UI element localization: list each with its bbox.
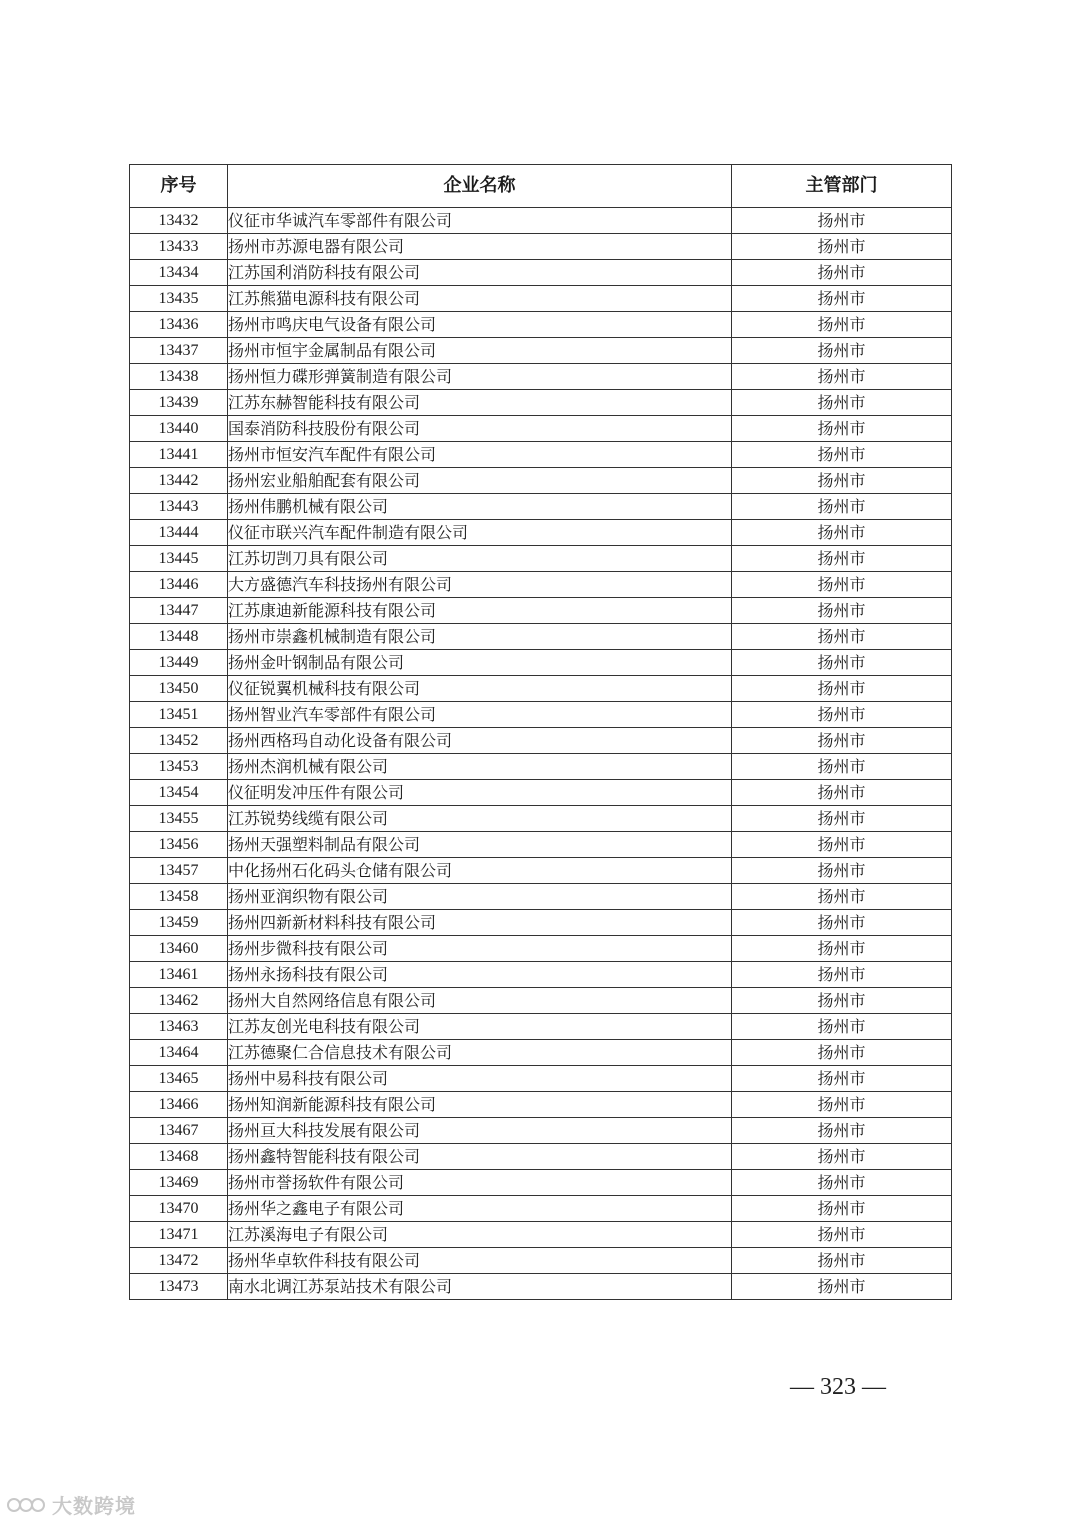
table-row [130, 442, 952, 468]
cell-enterprise-name: 扬州鑫特智能科技有限公司 [228, 1144, 732, 1170]
cell-serial-number: 13439 [130, 390, 228, 416]
cell-serial-number: 13457 [130, 858, 228, 884]
cell-department: 扬州市 [732, 1144, 952, 1170]
cell-serial-number: 13453 [130, 754, 228, 780]
table-row [130, 390, 952, 416]
cell-enterprise-name: 国泰消防科技股份有限公司 [228, 416, 732, 442]
table-row [130, 780, 952, 806]
cell-department: 扬州市 [732, 650, 952, 676]
cell-enterprise-name: 扬州杰润机械有限公司 [228, 754, 732, 780]
cell-serial-number: 13432 [130, 208, 228, 234]
cell-enterprise-name: 扬州华卓软件科技有限公司 [228, 1248, 732, 1274]
cell-enterprise-name: 仪征市华诚汽车零部件有限公司 [228, 208, 732, 234]
cell-department: 扬州市 [732, 624, 952, 650]
table-row [130, 468, 952, 494]
cell-serial-number: 13435 [130, 286, 228, 312]
table-row [130, 364, 952, 390]
cell-enterprise-name: 扬州市苏源电器有限公司 [228, 234, 732, 260]
cell-serial-number: 13473 [130, 1274, 228, 1300]
table-row [130, 1092, 952, 1118]
table-row [130, 338, 952, 364]
cell-department: 扬州市 [732, 546, 952, 572]
cell-serial-number: 13455 [130, 806, 228, 832]
table-row [130, 286, 952, 312]
table-row [130, 1118, 952, 1144]
cell-serial-number: 13438 [130, 364, 228, 390]
table-row [130, 884, 952, 910]
cell-serial-number: 13471 [130, 1222, 228, 1248]
cell-serial-number: 13472 [130, 1248, 228, 1274]
cell-department: 扬州市 [732, 364, 952, 390]
table-row [130, 1196, 952, 1222]
table-row [130, 702, 952, 728]
cell-department: 扬州市 [732, 676, 952, 702]
enterprise-table [129, 164, 952, 1300]
cell-serial-number: 13461 [130, 962, 228, 988]
cell-department: 扬州市 [732, 1118, 952, 1144]
cell-department: 扬州市 [732, 754, 952, 780]
cell-enterprise-name: 江苏溪海电子有限公司 [228, 1222, 732, 1248]
cell-department: 扬州市 [732, 1092, 952, 1118]
cell-department: 扬州市 [732, 416, 952, 442]
cell-serial-number: 13451 [130, 702, 228, 728]
table-row [130, 650, 952, 676]
cell-enterprise-name: 江苏锐势线缆有限公司 [228, 806, 732, 832]
table-row [130, 676, 952, 702]
cell-enterprise-name: 扬州市鸣庆电气设备有限公司 [228, 312, 732, 338]
cell-serial-number: 13460 [130, 936, 228, 962]
cell-department: 扬州市 [732, 598, 952, 624]
cell-serial-number: 13464 [130, 1040, 228, 1066]
cell-department: 扬州市 [732, 1066, 952, 1092]
cell-enterprise-name: 扬州华之鑫电子有限公司 [228, 1196, 732, 1222]
cell-department: 扬州市 [732, 780, 952, 806]
table-row [130, 1170, 952, 1196]
cell-enterprise-name: 扬州大自然网络信息有限公司 [228, 988, 732, 1014]
cell-enterprise-name: 江苏切剀刀具有限公司 [228, 546, 732, 572]
cell-serial-number: 13448 [130, 624, 228, 650]
table-row [130, 260, 952, 286]
table-header [130, 165, 952, 208]
cell-enterprise-name: 大方盛德汽车科技扬州有限公司 [228, 572, 732, 598]
cell-serial-number: 13452 [130, 728, 228, 754]
header-serial-number: 序号 [130, 165, 228, 208]
page-number: — 323 — [790, 1374, 886, 1400]
table-row [130, 598, 952, 624]
table-row [130, 624, 952, 650]
header-department: 主管部门 [732, 165, 952, 208]
cell-department: 扬州市 [732, 572, 952, 598]
cell-serial-number: 13442 [130, 468, 228, 494]
cell-enterprise-name: 扬州智业汽车零部件有限公司 [228, 702, 732, 728]
header-enterprise-name: 企业名称 [228, 165, 732, 208]
cell-enterprise-name: 仪征明发冲压件有限公司 [228, 780, 732, 806]
table-row [130, 520, 952, 546]
cell-department: 扬州市 [732, 260, 952, 286]
cell-serial-number: 13463 [130, 1014, 228, 1040]
cell-serial-number: 13462 [130, 988, 228, 1014]
cell-department: 扬州市 [732, 1274, 952, 1300]
table-row [130, 806, 952, 832]
cell-department: 扬州市 [732, 1248, 952, 1274]
cell-department: 扬州市 [732, 858, 952, 884]
cell-serial-number: 13445 [130, 546, 228, 572]
cell-serial-number: 13440 [130, 416, 228, 442]
cell-department: 扬州市 [732, 1196, 952, 1222]
cell-serial-number: 13458 [130, 884, 228, 910]
cell-enterprise-name: 江苏友创光电科技有限公司 [228, 1014, 732, 1040]
cell-serial-number: 13467 [130, 1118, 228, 1144]
cell-enterprise-name: 扬州市恒安汽车配件有限公司 [228, 442, 732, 468]
cell-serial-number: 13465 [130, 1066, 228, 1092]
cell-enterprise-name: 仪征锐翼机械科技有限公司 [228, 676, 732, 702]
cell-serial-number: 13466 [130, 1092, 228, 1118]
cell-enterprise-name: 扬州四新新材料科技有限公司 [228, 910, 732, 936]
table-row [130, 312, 952, 338]
table-row [130, 754, 952, 780]
cell-department: 扬州市 [732, 442, 952, 468]
cell-enterprise-name: 江苏国利消防科技有限公司 [228, 260, 732, 286]
cell-enterprise-name: 扬州宏业船舶配套有限公司 [228, 468, 732, 494]
table-row [130, 494, 952, 520]
cell-serial-number: 13447 [130, 598, 228, 624]
cell-enterprise-name: 扬州金叶钢制品有限公司 [228, 650, 732, 676]
table-body [130, 208, 952, 1300]
cell-department: 扬州市 [732, 208, 952, 234]
cell-enterprise-name: 扬州西格玛自动化设备有限公司 [228, 728, 732, 754]
cell-department: 扬州市 [732, 1014, 952, 1040]
cell-enterprise-name: 扬州步微科技有限公司 [228, 936, 732, 962]
cell-serial-number: 13446 [130, 572, 228, 598]
cell-enterprise-name: 江苏熊猫电源科技有限公司 [228, 286, 732, 312]
table-row [130, 1066, 952, 1092]
watermark-logo-icon [6, 1494, 46, 1516]
cell-serial-number: 13436 [130, 312, 228, 338]
cell-department: 扬州市 [732, 286, 952, 312]
cell-enterprise-name: 扬州市誉扬软件有限公司 [228, 1170, 732, 1196]
cell-serial-number: 13441 [130, 442, 228, 468]
table-row [130, 988, 952, 1014]
cell-serial-number: 13450 [130, 676, 228, 702]
table-row [130, 1144, 952, 1170]
cell-serial-number: 13468 [130, 1144, 228, 1170]
cell-department: 扬州市 [732, 494, 952, 520]
watermark-text: 大数跨境 [52, 1494, 136, 1518]
table-row [130, 962, 952, 988]
table-row [130, 1222, 952, 1248]
header-row [130, 165, 952, 208]
cell-department: 扬州市 [732, 728, 952, 754]
cell-enterprise-name: 仪征市联兴汽车配件制造有限公司 [228, 520, 732, 546]
table-row [130, 936, 952, 962]
table-row [130, 1040, 952, 1066]
cell-serial-number: 13434 [130, 260, 228, 286]
table-row [130, 1014, 952, 1040]
cell-enterprise-name: 扬州亘大科技发展有限公司 [228, 1118, 732, 1144]
cell-serial-number: 13444 [130, 520, 228, 546]
cell-department: 扬州市 [732, 962, 952, 988]
cell-serial-number: 13443 [130, 494, 228, 520]
cell-enterprise-name: 中化扬州石化码头仓储有限公司 [228, 858, 732, 884]
cell-department: 扬州市 [732, 338, 952, 364]
table-row [130, 208, 952, 234]
cell-serial-number: 13459 [130, 910, 228, 936]
cell-department: 扬州市 [732, 234, 952, 260]
cell-serial-number: 13469 [130, 1170, 228, 1196]
cell-department: 扬州市 [732, 312, 952, 338]
table-row [130, 234, 952, 260]
cell-enterprise-name: 扬州知润新能源科技有限公司 [228, 1092, 732, 1118]
cell-enterprise-name: 扬州亚润织物有限公司 [228, 884, 732, 910]
cell-serial-number: 13449 [130, 650, 228, 676]
table-row [130, 1248, 952, 1274]
cell-serial-number: 13437 [130, 338, 228, 364]
cell-department: 扬州市 [732, 702, 952, 728]
cell-department: 扬州市 [732, 884, 952, 910]
cell-enterprise-name: 江苏康迪新能源科技有限公司 [228, 598, 732, 624]
table-row [130, 416, 952, 442]
cell-enterprise-name: 南水北调江苏泵站技术有限公司 [228, 1274, 732, 1300]
cell-enterprise-name: 江苏德聚仁合信息技术有限公司 [228, 1040, 732, 1066]
cell-department: 扬州市 [732, 1222, 952, 1248]
cell-enterprise-name: 扬州天强塑料制品有限公司 [228, 832, 732, 858]
table-row [130, 910, 952, 936]
cell-serial-number: 13456 [130, 832, 228, 858]
cell-enterprise-name: 扬州市崇鑫机械制造有限公司 [228, 624, 732, 650]
table-row [130, 728, 952, 754]
cell-serial-number: 13454 [130, 780, 228, 806]
table-row [130, 832, 952, 858]
table-row [130, 858, 952, 884]
table-row [130, 572, 952, 598]
cell-enterprise-name: 扬州伟鹏机械有限公司 [228, 494, 732, 520]
cell-department: 扬州市 [732, 988, 952, 1014]
table-row [130, 1274, 952, 1300]
cell-department: 扬州市 [732, 520, 952, 546]
table-row [130, 546, 952, 572]
cell-enterprise-name: 扬州中易科技有限公司 [228, 1066, 732, 1092]
cell-enterprise-name: 江苏东赫智能科技有限公司 [228, 390, 732, 416]
cell-department: 扬州市 [732, 936, 952, 962]
cell-department: 扬州市 [732, 1040, 952, 1066]
cell-department: 扬州市 [732, 1170, 952, 1196]
watermark [6, 1490, 136, 1519]
cell-department: 扬州市 [732, 832, 952, 858]
cell-department: 扬州市 [732, 468, 952, 494]
cell-department: 扬州市 [732, 806, 952, 832]
cell-department: 扬州市 [732, 910, 952, 936]
cell-enterprise-name: 扬州永扬科技有限公司 [228, 962, 732, 988]
cell-department: 扬州市 [732, 390, 952, 416]
cell-enterprise-name: 扬州恒力碟形弹簧制造有限公司 [228, 364, 732, 390]
cell-serial-number: 13470 [130, 1196, 228, 1222]
cell-serial-number: 13433 [130, 234, 228, 260]
cell-enterprise-name: 扬州市恒宇金属制品有限公司 [228, 338, 732, 364]
